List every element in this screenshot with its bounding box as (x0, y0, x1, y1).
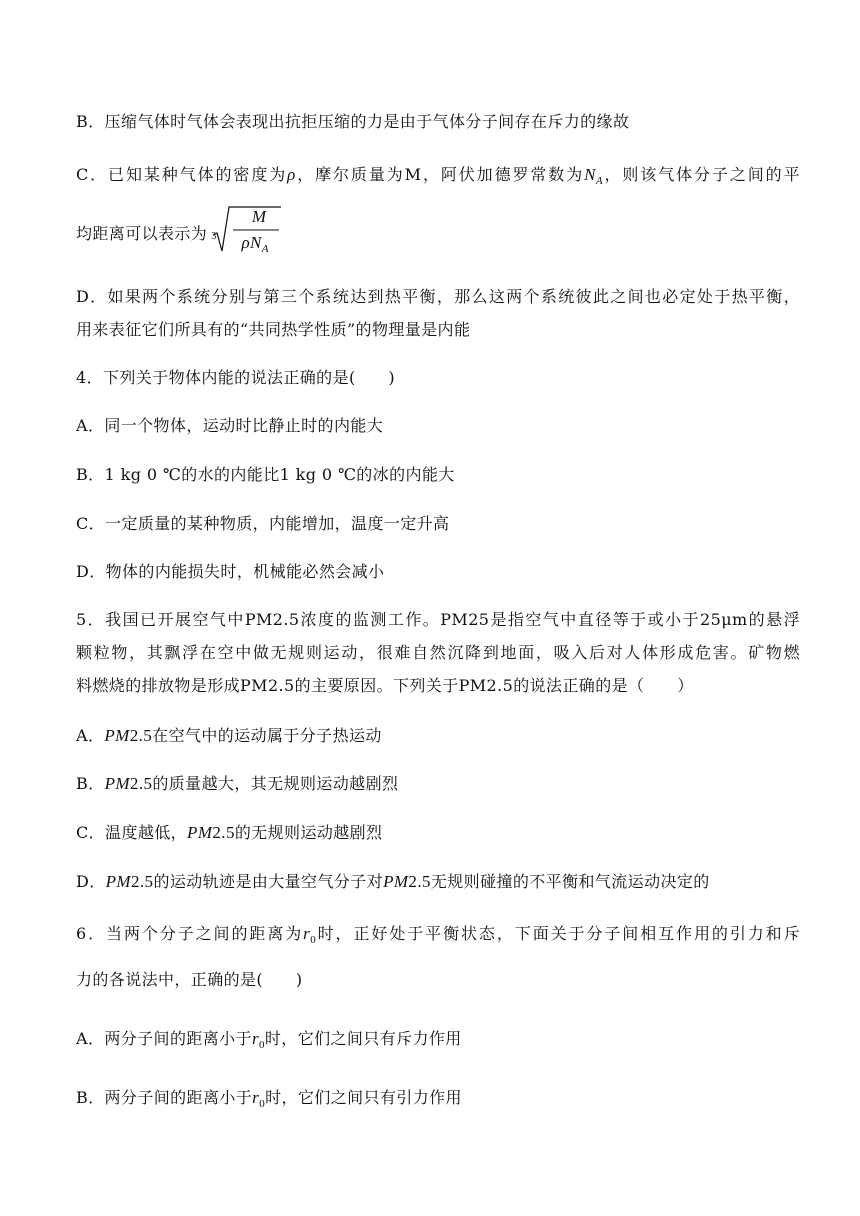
pm-letters: PM (104, 726, 130, 745)
pm25-term (187, 823, 235, 842)
r-sub: 0 (259, 1039, 265, 1051)
root-index: 3 (211, 231, 217, 242)
r0-symbol (251, 1029, 265, 1051)
option-6a-text-a: A．两分子间的距离小于 (76, 1029, 252, 1048)
r0-symbol (252, 1088, 266, 1110)
pm-letters: PM (104, 774, 130, 793)
option-4a-text: A．同一个物体，运动时比静止时的内能大 (76, 416, 384, 435)
denominator-sub: A (261, 243, 269, 255)
option-5c-label: C．温度越低， (76, 823, 188, 842)
avogadro-n: N (584, 165, 596, 184)
option-3c-text-c: ，则该气体分子之间的平 (603, 165, 800, 184)
option-6b (76, 1086, 800, 1116)
pm-number: 2.5 (129, 726, 153, 745)
option-4a (76, 414, 800, 438)
option-3d-text-b: 用来表征它们所具有的“共同热学性质”的物理量是内能 (76, 320, 471, 339)
option-4c (76, 512, 800, 536)
avogadro-sub: A (595, 175, 603, 187)
option-5c-text: 的无规则运动越剧烈 (234, 823, 383, 842)
fraction-numerator: M (251, 207, 267, 226)
pm-letters: PM (187, 823, 213, 842)
question-4 (76, 366, 800, 390)
option-4b (76, 463, 800, 487)
r-letter: r (251, 1029, 259, 1048)
pm25-term (104, 726, 152, 745)
pm25-term (383, 872, 431, 891)
option-5c (76, 821, 800, 845)
r-letter: r (303, 924, 311, 943)
question-4-text: 4．下列关于物体内能的说法正确的是( ) (76, 368, 396, 387)
option-5a-label: A． (76, 726, 105, 745)
option-4d (76, 560, 800, 584)
option-3c-line1 (76, 163, 800, 193)
question-5-text-a: 5．我国已开展空气中PM2.5浓度的监测工作。PM25是指空气中直径等于或小于25μm的悬浮 (76, 610, 800, 629)
question-5-line3 (76, 674, 800, 698)
question-5-text-c: 料燃烧的排放物是形成PM2.5的主要原因。下列关于PM2.5的说法正确的是（ ） (76, 676, 694, 695)
option-3d-text-a: D．如果两个系统分别与第三个系统达到热平衡，那么这两个系统彼此之间也必定处于热平衡， (76, 287, 800, 306)
option-5a (76, 724, 800, 748)
option-6a (76, 1027, 800, 1057)
option-4d-text: D．物体的内能损失时，机械能必然会减小 (76, 562, 385, 581)
pm25-term (106, 872, 154, 891)
r0-symbol (303, 924, 317, 946)
option-3b-text: B．压缩气体时气体会表现出抗拒压缩的力是由于气体分子间存在斥力的缘故 (76, 112, 630, 131)
question-6-text-b: 时，正好处于平衡状态，下面关于分子间相互作用的引力和斥 (316, 924, 800, 943)
option-6b-text-a: B．两分子间的距离小于 (76, 1088, 253, 1107)
option-6a-text-b: 时，它们之间只有斥力作用 (264, 1029, 462, 1048)
option-5d (76, 870, 800, 894)
option-4c-text: C．一定质量的某种物质，内能增加，温度一定升高 (76, 514, 450, 533)
pm-number: 2.5 (212, 823, 235, 842)
option-6b-text-b: 时，它们之间只有引力作用 (265, 1088, 462, 1107)
option-3d-line2 (76, 318, 800, 342)
pm-letters: PM (383, 872, 409, 891)
option-3c-line2 (76, 209, 800, 265)
pm-number: 2.5 (131, 872, 154, 891)
question-6-text-c: 力的各说法中，正确的是( ) (76, 970, 303, 989)
question-5-line1 (76, 608, 800, 632)
question-6-text-a: 6．当两个分子之间的距离为 (76, 924, 304, 943)
option-5b-label: B． (76, 774, 105, 793)
question-5-text-b: 颗粒物，其飘浮在空中做无规则运动，很难自然沉降到地面，吸入后对人体形成危害。矿物燃 (76, 643, 800, 662)
fraction-denominator (229, 231, 281, 261)
r-sub: 0 (259, 1098, 266, 1110)
pm-number: 2.5 (408, 872, 431, 891)
option-5d-text-a: 的运动轨迹是由大量空气分子对 (153, 872, 384, 891)
pm25-term (105, 774, 153, 793)
pm-number: 2.5 (129, 774, 153, 793)
option-5a-text: 在空气中的运动属于分子热运动 (152, 726, 382, 745)
option-3d-line1 (76, 285, 800, 309)
r-sub: 0 (310, 934, 317, 946)
question-5-line2 (76, 641, 800, 665)
denominator-main: ρN (241, 233, 262, 252)
question-6-line1 (76, 922, 800, 952)
pm-letters: PM (105, 872, 131, 891)
rho-symbol: ρ (287, 165, 296, 184)
option-3b (76, 110, 800, 134)
option-3c-text-b: ，摩尔质量为M，阿伏加德罗常数为 (295, 165, 585, 184)
option-3c-text-d: 均距离可以表示为 (76, 224, 208, 243)
option-3c-text-a: C．已知某种气体的密度为 (76, 165, 288, 184)
option-5b (76, 772, 800, 796)
option-5d-label: D． (76, 872, 106, 891)
option-5b-text: 的质量越大，其无规则运动越剧烈 (152, 774, 399, 793)
option-4b-text: B．1 kg 0 ℃的水的内能比1 kg 0 ℃的冰的内能大 (76, 465, 455, 484)
option-5d-text-b: 无规则碰撞的不平衡和气流运动决定的 (430, 872, 710, 891)
r-letter: r (252, 1088, 260, 1107)
question-6-line2 (76, 968, 800, 992)
avogadro-symbol (584, 165, 603, 187)
cube-root-formula (209, 205, 283, 255)
